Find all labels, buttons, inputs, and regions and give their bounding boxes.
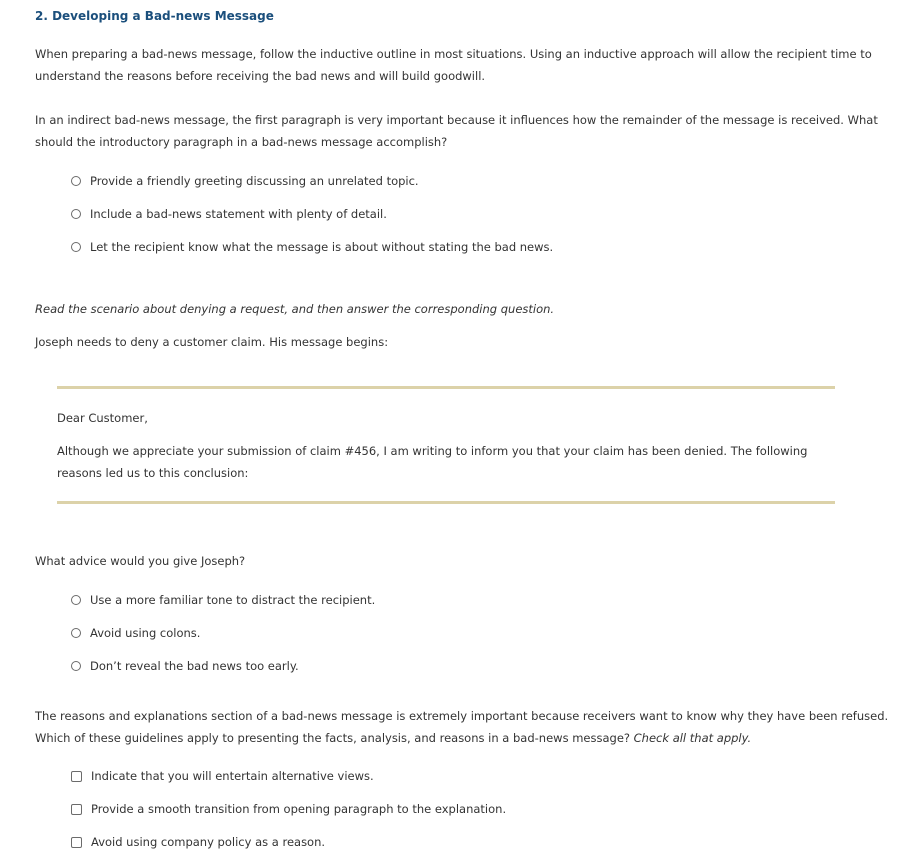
checkbox[interactable]: [71, 771, 82, 782]
letter-bottom-rule: [57, 501, 835, 504]
checkbox[interactable]: [71, 837, 82, 848]
question-3-option-2[interactable]: [71, 801, 506, 817]
option-label: Provide a friendly greeting discussing an unrelated topic.: [90, 174, 419, 188]
option-label: Include a bad-news statement with plenty of detail.: [90, 207, 387, 221]
question-1-prompt: [35, 109, 878, 153]
question-1-option-1[interactable]: [71, 173, 419, 189]
intro-line-2: understand the reasons before receiving the bad news and will build goodwill.: [35, 69, 486, 83]
option-label: Avoid using company policy as a reason.: [91, 835, 326, 849]
option-label: Don’t reveal the bad news too early.: [90, 659, 299, 673]
radio-button[interactable]: [71, 661, 81, 671]
question-3-line-1: The reasons and explanations section of a bad-news message is extremely important because receivers want to know why they have been refused.: [35, 709, 889, 723]
option-label: Avoid using colons.: [90, 626, 201, 640]
scenario-instruction: Read the scenario about denying a request, and then answer the corresponding question.: [35, 302, 555, 316]
option-label: Indicate that you will entertain alternative views.: [91, 769, 374, 783]
intro-paragraph: [35, 43, 872, 87]
intro-line-1: When preparing a bad-news message, follow the inductive outline in most situations. Using an inductive approach will allow the recipient time to: [35, 47, 872, 61]
question-2-option-2[interactable]: [71, 625, 200, 641]
radio-button[interactable]: [71, 628, 81, 638]
question-3-option-1[interactable]: [71, 768, 374, 784]
option-label: Use a more familiar tone to distract the recipient.: [90, 593, 376, 607]
question-3-hint: Check all that apply.: [633, 731, 752, 745]
question-1-line-2: should the introductory paragraph in a bad-news message accomplish?: [35, 135, 448, 149]
scenario-setup: Joseph needs to deny a customer claim. His message begins:: [35, 335, 389, 349]
radio-button[interactable]: [71, 209, 81, 219]
option-label: Let the recipient know what the message is about without stating the bad news.: [90, 240, 554, 254]
question-3-line-2: Which of these guidelines apply to presenting the facts, analysis, and reasons in a bad-news message?: [35, 731, 630, 745]
section-title: 2. Developing a Bad-news Message: [35, 9, 274, 23]
letter-body-line-1: Although we appreciate your submission of claim #456, I am writing to inform you that your claim has been denied. The following: [57, 444, 808, 458]
question-3-line-2-wrap: [35, 727, 888, 749]
question-3-option-3[interactable]: [71, 834, 325, 850]
question-2-option-1[interactable]: [71, 592, 375, 608]
radio-button[interactable]: [71, 595, 81, 605]
question-2-option-3[interactable]: [71, 658, 299, 674]
letter-top-rule: [57, 386, 835, 389]
question-3-prompt: [35, 705, 888, 749]
checkbox[interactable]: [71, 804, 82, 815]
question-2-prompt: What advice would you give Joseph?: [35, 554, 246, 568]
letter-body: [57, 440, 807, 484]
radio-button[interactable]: [71, 242, 81, 252]
option-label: Provide a smooth transition from opening paragraph to the explanation.: [91, 802, 507, 816]
letter-salutation: Dear Customer,: [57, 411, 148, 425]
radio-button[interactable]: [71, 176, 81, 186]
letter-body-line-2: reasons led us to this conclusion:: [57, 466, 249, 480]
question-1-line-1: In an indirect bad-news message, the first paragraph is very important because it influences how the remainder of the message is received. What: [35, 113, 878, 127]
question-1-option-3[interactable]: [71, 239, 553, 255]
question-1-option-2[interactable]: [71, 206, 387, 222]
